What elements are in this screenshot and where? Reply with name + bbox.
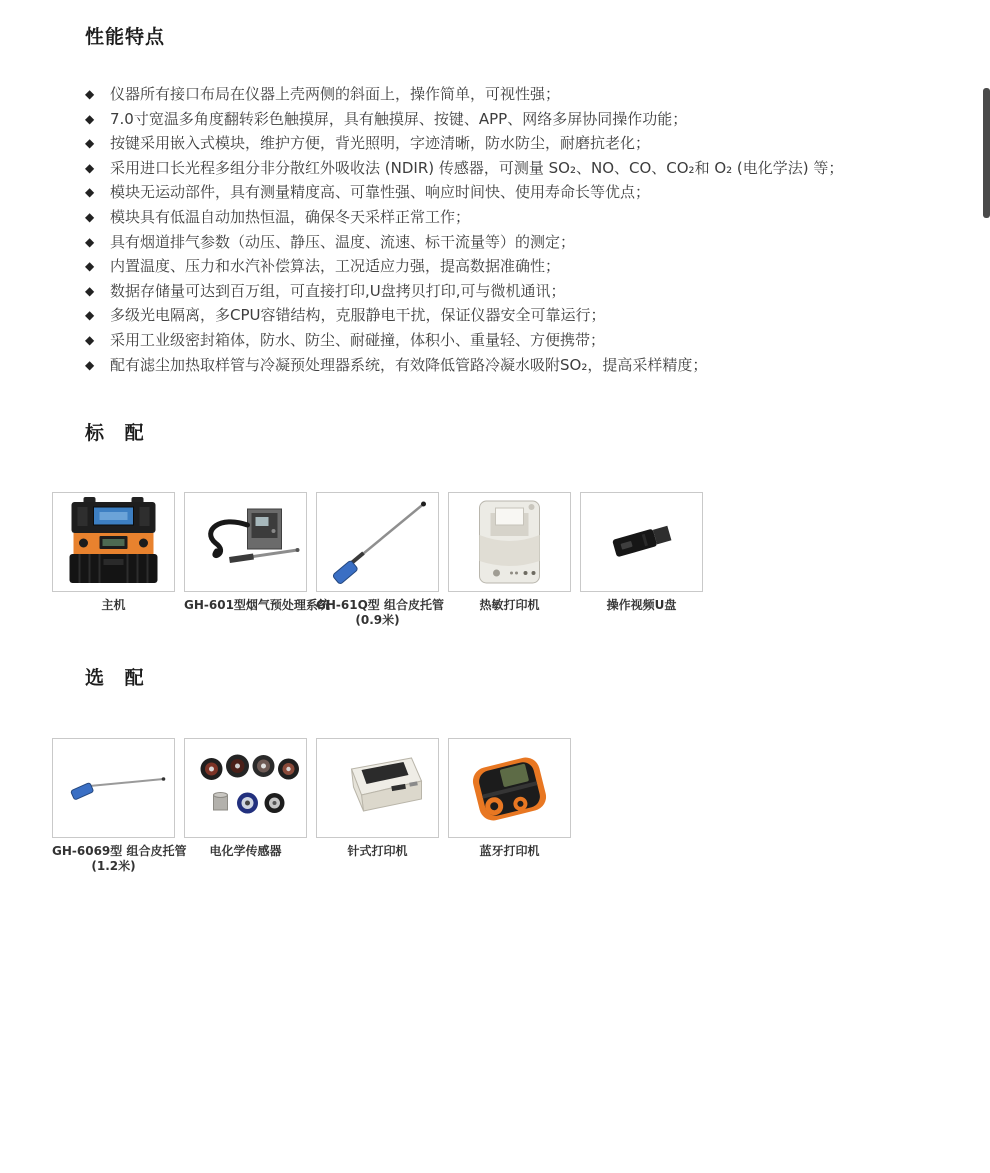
diamond-bullet-icon: ◆ bbox=[85, 308, 95, 323]
diamond-bullet-icon: ◆ bbox=[85, 160, 95, 175]
thermal-printer-illustration bbox=[449, 493, 570, 591]
feature-text: 数据存储量可达到百万组，可直接打印,U盘拷贝打印,可与微机通讯； bbox=[110, 281, 566, 300]
electrochemical-sensors-illustration bbox=[185, 739, 306, 837]
pretreatment-system-image bbox=[184, 492, 307, 592]
feature-item bbox=[85, 82, 965, 107]
scrollbar-thumb[interactable] bbox=[983, 88, 990, 218]
pitot-tube-12m-image bbox=[52, 738, 175, 838]
feature-text: 配有滤尘加热取样管与冷凝预处理器系统，有效降低管路冷凝水吸附SO₂，提高采样精度； bbox=[110, 355, 708, 374]
product-card-pretreatment-system bbox=[184, 492, 330, 628]
product-caption: 热敏打印机 bbox=[479, 598, 540, 612]
feature-item bbox=[85, 279, 965, 304]
product-card-usb-drive bbox=[580, 492, 703, 628]
product-card-thermal-printer bbox=[448, 492, 571, 628]
product-caption: GH-601型烟气预处理系统 bbox=[184, 598, 330, 612]
product-caption: 主机 bbox=[101, 598, 126, 612]
diamond-bullet-icon: ◆ bbox=[85, 136, 95, 151]
feature-text: 采用进口长光程多组分非分散红外吸收法 (NDIR) 传感器，可测量 SO₂、NO、CO、CO₂和 O₂ (电化学法) 等； bbox=[110, 158, 844, 177]
diamond-bullet-icon: ◆ bbox=[85, 234, 95, 249]
pitot-tube-09m-image bbox=[316, 492, 439, 592]
feature-item bbox=[85, 205, 965, 230]
feature-text: 多级光电隔离，多CPU容错结构，克服静电干扰，保证仪器安全可靠运行； bbox=[110, 306, 606, 325]
feature-text: 仪器所有接口布局在仪器上壳两侧的斜面上，操作简单，可视性强； bbox=[110, 85, 561, 103]
feature-item bbox=[85, 156, 965, 181]
main-unit-image bbox=[52, 492, 175, 592]
dot-matrix-printer-image bbox=[316, 738, 439, 838]
diamond-bullet-icon: ◆ bbox=[85, 332, 95, 347]
usb-drive-illustration bbox=[581, 493, 702, 591]
feature-item bbox=[85, 107, 965, 132]
feature-text: 内置温度、压力和水汽补偿算法，工况适应力强，提高数据准确性； bbox=[110, 257, 561, 276]
product-caption: GH-61Q型 组合皮托管 bbox=[316, 598, 444, 612]
feature-item bbox=[85, 230, 965, 255]
page-title: 性能特点 bbox=[85, 26, 166, 48]
product-card-pitot-tube-12m bbox=[52, 738, 187, 874]
product-card-bluetooth-printer bbox=[448, 738, 571, 874]
bluetooth-printer-image bbox=[448, 738, 571, 838]
feature-item bbox=[85, 180, 965, 205]
product-card-pitot-tube-09m bbox=[316, 492, 444, 628]
product-card-dot-matrix-printer bbox=[316, 738, 439, 874]
feature-item bbox=[85, 353, 965, 378]
diamond-bullet-icon: ◆ bbox=[85, 209, 95, 224]
feature-text: 模块具有低温自动加热恒温，确保冬天采样正常工作； bbox=[110, 207, 471, 226]
usb-drive-image bbox=[580, 492, 703, 592]
feature-item bbox=[85, 131, 965, 156]
feature-text: 模块无运动部件，具有测量精度高、可靠性强、响应时间快、使用寿命长等优点； bbox=[110, 183, 651, 202]
feature-text: 7.0寸宽温多角度翻转彩色触摸屏，具有触摸屏、按键、APP、网络多屏协同操作功能； bbox=[110, 109, 688, 128]
standard-products-row bbox=[52, 492, 703, 628]
pitot-tube-09m-illustration bbox=[317, 493, 438, 591]
diamond-bullet-icon: ◆ bbox=[85, 357, 95, 372]
product-caption: 电化学传感器 bbox=[209, 844, 282, 858]
feature-list bbox=[85, 82, 965, 377]
product-caption: 操作视频U盘 bbox=[606, 598, 677, 612]
feature-item bbox=[85, 254, 965, 279]
pitot-tube-12m-illustration bbox=[53, 739, 174, 837]
diamond-bullet-icon: ◆ bbox=[85, 283, 95, 298]
thermal-printer-image bbox=[448, 492, 571, 592]
main-unit-illustration bbox=[53, 493, 174, 591]
electrochemical-sensors-image bbox=[184, 738, 307, 838]
standard-section-title: 标 配 bbox=[85, 422, 151, 444]
diamond-bullet-icon: ◆ bbox=[85, 185, 95, 200]
feature-text: 采用工业级密封箱体，防水、防尘、耐碰撞，体积小、重量轻、方便携带； bbox=[110, 330, 606, 349]
product-card-electrochemical-sensors bbox=[184, 738, 307, 874]
optional-products-row bbox=[52, 738, 571, 874]
feature-text: 按键采用嵌入式模块，维护方便，背光照明，字迹清晰，防水防尘，耐磨抗老化； bbox=[110, 134, 651, 153]
diamond-bullet-icon: ◆ bbox=[85, 259, 95, 274]
product-caption: 针式打印机 bbox=[347, 844, 408, 858]
diamond-bullet-icon: ◆ bbox=[85, 87, 95, 101]
bluetooth-printer-illustration bbox=[449, 739, 570, 837]
feature-item bbox=[85, 303, 965, 328]
dot-matrix-printer-illustration bbox=[317, 739, 438, 837]
feature-text: 具有烟道排气参数（动压、静压、温度、流速、标干流量等）的测定； bbox=[110, 232, 576, 251]
pretreatment-system-illustration bbox=[185, 493, 306, 591]
feature-item bbox=[85, 328, 965, 353]
product-caption: 蓝牙打印机 bbox=[479, 844, 540, 858]
diamond-bullet-icon: ◆ bbox=[85, 111, 95, 126]
product-caption: GH-6069型 组合皮托管 bbox=[52, 844, 187, 858]
product-card-main-unit bbox=[52, 492, 175, 628]
product-subcaption: (0.9米) bbox=[355, 613, 400, 627]
product-subcaption: (1.2米) bbox=[91, 859, 136, 873]
optional-section-title: 选 配 bbox=[85, 667, 151, 689]
